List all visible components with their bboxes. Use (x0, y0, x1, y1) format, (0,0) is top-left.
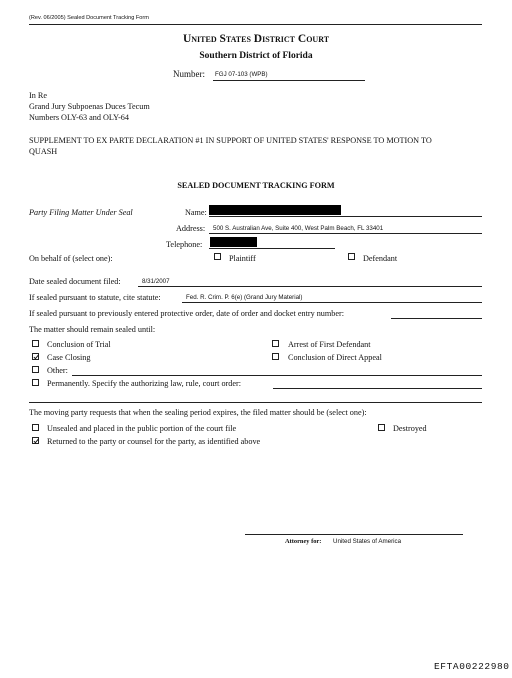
destroyed-checkbox[interactable] (378, 424, 385, 431)
permanently-continuation-line[interactable] (29, 402, 482, 403)
telephone-label: Telephone: (166, 240, 203, 249)
case-caption-line-2: Grand Jury Subpoenas Duces Tecum (29, 102, 150, 111)
checkmark-icon (33, 438, 39, 444)
attorney-for-label: Attorney for: (285, 538, 322, 545)
permanently-label: Permanently. Specify the authorizing law, rule, court order: (47, 379, 242, 388)
case-caption-line-1: In Re (29, 91, 47, 100)
address-label: Address: (176, 224, 206, 233)
case-closing-label: Case Closing (47, 353, 91, 362)
other-line[interactable] (72, 375, 482, 376)
statute-value: Fed. R. Crim. P. 6(e) (Grand Jury Material) (186, 294, 303, 301)
document-id: EFTA00222980 (434, 661, 510, 672)
attorney-signature-line[interactable] (245, 534, 463, 535)
name-line[interactable] (209, 216, 482, 217)
address-line[interactable] (209, 233, 482, 234)
defendant-checkbox[interactable] (348, 253, 355, 260)
protective-order-line[interactable] (391, 318, 482, 319)
permanently-checkbox[interactable] (32, 379, 39, 386)
redacted-telephone (210, 237, 257, 247)
court-district: Southern District of Florida (199, 51, 313, 61)
supplement-title-line-1: SUPPLEMENT TO EX PARTE DECLARATION #1 IN SUPPORT OF UNITED STATES' RESPONSE TO MOTION TO (29, 136, 432, 145)
conclusion-of-trial-label: Conclusion of Trial (47, 340, 111, 349)
date-filed-line[interactable] (138, 286, 482, 287)
plaintiff-checkbox[interactable] (214, 253, 221, 260)
protective-order-label: If sealed pursuant to previously entered protective order, date of order and docket entry number: (29, 309, 344, 318)
arrest-first-defendant-label: Arrest of First Defendant (288, 340, 371, 349)
telephone-line[interactable] (209, 248, 335, 249)
redacted-name (209, 205, 341, 215)
case-number-line (213, 80, 365, 81)
arrest-first-defendant-checkbox[interactable] (272, 340, 279, 347)
form-revision-note: (Rev. 06/2005) Sealed Document Tracking Form (29, 15, 149, 21)
on-behalf-label: On behalf of (select one): (29, 254, 113, 263)
date-filed-label: Date sealed document filed: (29, 277, 121, 286)
attorney-for-value: United States of America (333, 538, 402, 545)
other-checkbox[interactable] (32, 366, 39, 373)
form-title: SEALED DOCUMENT TRACKING FORM (177, 181, 335, 190)
case-number-label: Number: (173, 69, 205, 79)
conclusion-of-trial-checkbox[interactable] (32, 340, 39, 347)
returned-label: Returned to the party or counsel for the party, as identified above (47, 437, 261, 446)
unsealed-checkbox[interactable] (32, 424, 39, 431)
other-label: Other: (47, 366, 68, 375)
statute-line[interactable] (182, 302, 482, 303)
sealed-until-label: The matter should remain sealed until: (29, 325, 156, 334)
plaintiff-label: Plaintiff (229, 254, 256, 263)
party-filing-label: Party Filing Matter Under Seal (29, 208, 133, 217)
checkmark-icon (33, 354, 39, 360)
case-closing-checkbox[interactable] (32, 353, 39, 360)
date-filed-value: 8/31/2007 (142, 278, 170, 285)
conclusion-direct-appeal-checkbox[interactable] (272, 353, 279, 360)
case-caption-line-3: Numbers OLY-63 and OLY-64 (29, 113, 129, 122)
expiry-label: The moving party requests that when the sealing period expires, the filed matter should be (select one): (29, 408, 367, 417)
permanently-line[interactable] (273, 388, 482, 389)
statute-label: If sealed pursuant to statute, cite statute: (29, 293, 161, 302)
unsealed-label: Unsealed and placed in the public portion of the court file (47, 424, 237, 433)
supplement-title-line-2: QUASH (29, 147, 58, 156)
destroyed-label: Destroyed (393, 424, 427, 433)
case-number-value: FGJ 07-103 (WPB) (215, 71, 268, 78)
header-rule (29, 24, 482, 25)
conclusion-direct-appeal-label: Conclusion of Direct Appeal (288, 353, 382, 362)
name-label: Name: (185, 208, 207, 217)
address-value: 500 S. Australian Ave, Suite 400, West Palm Beach, FL 33401 (213, 225, 384, 232)
court-name: United States District Court (182, 33, 330, 45)
defendant-label: Defendant (363, 254, 398, 263)
returned-checkbox[interactable] (32, 437, 39, 444)
